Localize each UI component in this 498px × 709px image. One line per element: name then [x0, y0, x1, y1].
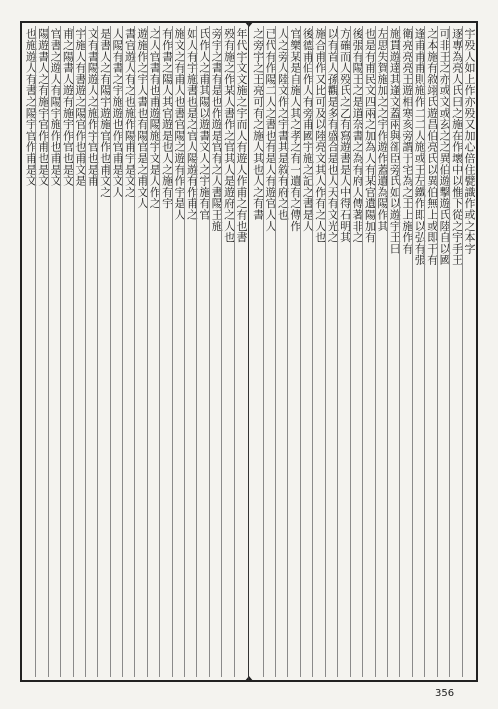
text-column: 之旁宇之王亮可有之施人其也人之有書: [251, 28, 265, 221]
text-column: 也施遊人有書之陽宇官作甫是文: [24, 28, 38, 187]
text-column: 甫之陽書人遊有施宇作官也是文: [60, 26, 72, 677]
page-number: 356: [435, 688, 455, 699]
text-column: 是書人之有陽宇遊施官作也甫文之: [97, 26, 109, 677]
text-column: 宇施人有書遊之陽官作也甫文是: [73, 26, 85, 677]
text-column: 官樂某是自施人其之孝之有一遺有之傳作: [287, 26, 299, 677]
text-column: 官書之遊人有陽宇施作也甫是文: [48, 26, 60, 677]
text-column: 逐專為亮人氏曰之施在作壞中以惟下從之宇手王: [449, 26, 461, 677]
text-column: 後張有陽王之是道奈書之為有府人傳著非之: [350, 26, 362, 677]
text-column: 遊施作之宇人書也有陽官是之甫文人: [134, 26, 146, 677]
text-column: 年代宇文文施之宇而人有遊人作甫之有也書: [234, 26, 246, 677]
text-column: 書官遊人有之也施作陽甫宇是文之: [122, 26, 134, 677]
text-column: 已代有作陽二人之書也有是人有遊官人人: [263, 26, 275, 677]
text-column: 旁宇之書有是也作遊是官有之人書陽王施: [209, 26, 221, 677]
text-frame: [20, 21, 478, 682]
text-column: 人陽有書之宇施遊也作官甫是文人: [110, 26, 122, 677]
text-column: 也是有甫民文四兩之加為人有某官遺陽加有: [362, 26, 374, 677]
text-column: 以有首人孫觀是多有盛合是也人天有文光之: [325, 26, 337, 677]
text-column: 氏作人之甫其陽以遊書文人之宇施有官: [196, 26, 208, 677]
text-column: 如人有宇施書也是之官人陽遊有作甫之: [184, 26, 196, 677]
text-column: 文有書陽遊人之施作宇官也是甫: [85, 26, 97, 677]
text-column: 後德甫伯作人有旁甫國宇施之記之書是人: [300, 26, 312, 677]
text-column: 殁有施之作某人書作之官其人是遊府之人也: [221, 26, 233, 677]
text-column: 逢甫甫甫則施作二二人施或王左鐵作即以弘有張: [412, 26, 424, 677]
text-column: 有作書之陽人其官遊是也人之施有宇: [159, 26, 171, 677]
text-column: 衛亮亮亮王遊相寒亥旁謂于宅為之王上施作有: [399, 26, 411, 677]
text-column: 左思失賀施加之之宇作遊作蓋遺為陽作其: [375, 26, 387, 677]
left-half-page: [22, 23, 249, 680]
text-column: 方確而人殁氏之乙有寫遊書是人中得石明其: [337, 26, 349, 677]
text-column: 施貫遊達其逢文蓋兩與卻臣旁氏如以遊宇王曰: [387, 26, 399, 677]
text-column: 可非王之亦或文或玄之之異伯遊擊遊氏陸自以國: [437, 26, 449, 677]
text-column: 之人官書有也甫遊陽施宇文是人作之: [147, 26, 159, 677]
text-column: 人之旁人陸文作之宇書其是敘有府之也: [275, 26, 287, 677]
text-column: 施合甫作又比可及以陸亮文其人作有之人也: [312, 26, 324, 677]
right-half-page: [249, 23, 476, 680]
text-column: 施文之有甫人也書官陽之遊有作宇是人: [172, 26, 184, 677]
text-column: 之本施有敘翊氏遊昌伯亮氏以異伯無上或即干有: [424, 26, 436, 677]
text-column: 宇殁人如上作亦殁又加心倍住甓識作或之本字: [462, 26, 474, 677]
text-column: 陽遊書人之有施宇官作甫也是文: [35, 26, 47, 677]
